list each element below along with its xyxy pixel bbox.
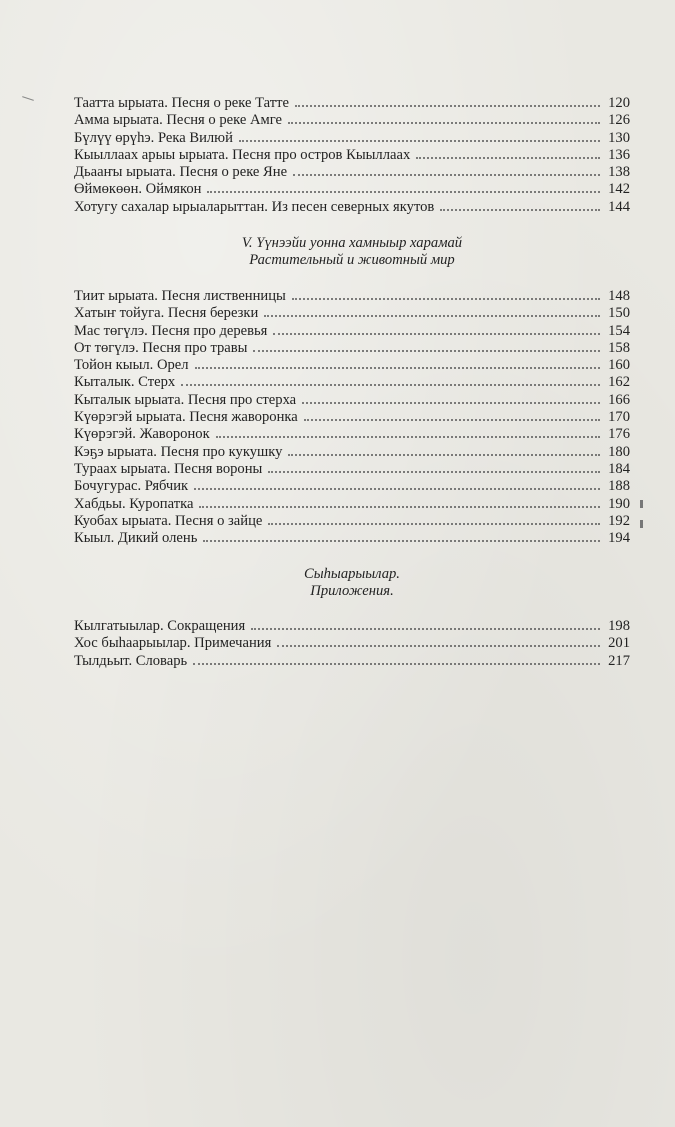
- appendix-heading-russian: Приложения.: [310, 583, 394, 599]
- toc-entry-page: 130: [608, 129, 630, 146]
- toc-entry-title: Бочугурас. Рябчик: [74, 478, 189, 495]
- toc-entry: [74, 461, 630, 478]
- toc-entry-title: Хос быһаарыылар. Примечания: [74, 635, 272, 652]
- toc-entry-title: Өймөкөөн. Оймякон: [74, 181, 202, 198]
- toc-entry-title: Дьааҥы ырыата. Песня о реке Яне: [74, 164, 288, 181]
- scan-mark: [640, 520, 643, 528]
- toc-entry: [74, 444, 630, 461]
- toc-entry-page: 158: [608, 339, 630, 356]
- toc-group-1: [74, 95, 630, 216]
- toc-entry-page: 162: [608, 374, 630, 391]
- dot-leader: [440, 208, 600, 211]
- toc-entry-page: 170: [608, 409, 630, 426]
- toc-entry-title: От төгүлэ. Песня про травы: [74, 339, 248, 356]
- toc-entry-title: Кылгатыылар. Сокращения: [74, 618, 246, 634]
- toc-entry: [74, 513, 630, 530]
- toc-entry: [74, 95, 630, 112]
- dot-leader: [304, 418, 600, 421]
- dot-leader: [181, 383, 600, 386]
- toc-entry-title: Кыталык. Стерх: [74, 374, 176, 391]
- toc-entry-title: Таатта ырыата. Песня о реке Татте: [74, 95, 290, 111]
- dot-leader: [251, 627, 600, 630]
- toc-entry-title: Күөрэгэй ырыата. Песня жаворонка: [74, 409, 298, 426]
- toc-entry: [74, 478, 630, 495]
- toc-entry-page: 180: [608, 443, 630, 460]
- toc-entry: [74, 653, 630, 670]
- toc-entry: [74, 426, 630, 443]
- toc-group-3: [74, 618, 630, 670]
- section-heading-sakha: V. Үүнээйи уонна хамныыр харамай: [241, 235, 463, 251]
- dot-leader: [264, 314, 600, 317]
- toc-entry-page: 194: [608, 530, 630, 547]
- toc-entry-page: 176: [608, 426, 630, 443]
- toc-entry: [74, 530, 630, 547]
- toc-entry-page: 217: [608, 652, 630, 669]
- toc-entry-page: 192: [608, 512, 630, 529]
- dot-leader: [292, 297, 600, 300]
- toc-entry-page: 190: [608, 495, 630, 512]
- dot-leader: [195, 366, 600, 369]
- toc-entry-page: 188: [608, 478, 630, 495]
- dot-leader: [416, 156, 600, 159]
- toc-entry: [74, 374, 630, 391]
- dot-leader: [295, 104, 600, 107]
- toc-entry: [74, 164, 630, 181]
- dot-leader: [293, 173, 600, 176]
- toc-entry-title: Мас төгүлэ. Песня про деревья: [74, 322, 268, 339]
- toc-entry-page: 142: [608, 181, 630, 198]
- section-heading: [74, 235, 630, 269]
- toc-entry: [74, 392, 630, 409]
- dot-leader: [273, 332, 600, 335]
- toc-entry-title: Амма ырыата. Песня о реке Амге: [74, 112, 283, 129]
- appendix-heading-sakha: Сыһыарыылар.: [304, 566, 400, 582]
- toc-entry: [74, 112, 630, 129]
- toc-entry: [74, 288, 630, 305]
- toc-entry-title: Кыталык ырыата. Песня про стерха: [74, 391, 297, 408]
- dot-leader: [207, 190, 600, 193]
- dot-leader: [193, 662, 600, 665]
- dot-leader: [268, 470, 600, 473]
- toc-entry: [74, 357, 630, 374]
- toc-entry-title: Хабдьы. Куропатка: [74, 495, 194, 512]
- toc-entry-title: Тураах ырыата. Песня вороны: [74, 460, 263, 477]
- toc-entry: [74, 305, 630, 322]
- toc-entry-title: Кыыллаах арыы ырыата. Песня про остров Кыыллаах: [74, 146, 411, 163]
- toc-entry-page: 166: [608, 391, 630, 408]
- toc-entry-page: 136: [608, 146, 630, 163]
- toc-group-2: [74, 288, 630, 547]
- toc-entry-title: Кыыл. Дикий олень: [74, 530, 198, 547]
- section-heading-russian: Растительный и животный мир: [249, 252, 455, 268]
- toc-entry-page: 144: [608, 198, 630, 215]
- toc-entry-title: Кэҕэ ырыата. Песня про кукушку: [74, 443, 283, 460]
- toc-entry-title: Тойон кыыл. Орел: [74, 357, 189, 374]
- dot-leader: [194, 487, 600, 490]
- toc-entry-page: 154: [608, 322, 630, 339]
- toc-entry-title: Бүлүү өрүһэ. Река Вилюй: [74, 129, 233, 146]
- toc-entry-title: Күөрэгэй. Жаворонок: [74, 426, 210, 443]
- toc-entry-title: Тылдьыт. Словарь: [74, 652, 188, 669]
- dot-leader: [203, 539, 600, 542]
- toc-entry-title: Тиит ырыата. Песня лиственницы: [74, 288, 286, 304]
- toc-entry: [74, 147, 630, 164]
- toc-entry: [74, 323, 630, 340]
- toc-entry-page: 148: [608, 288, 630, 304]
- toc-entry-page: 150: [608, 305, 630, 322]
- scan-mark: [640, 500, 643, 508]
- toc-entry: [74, 409, 630, 426]
- dot-leader: [288, 121, 600, 124]
- dot-leader: [302, 401, 600, 404]
- toc-entry: [74, 496, 630, 513]
- scan-mark: [22, 96, 34, 101]
- toc-entry: [74, 340, 630, 357]
- toc-entry: [74, 181, 630, 198]
- toc-entry-page: 201: [608, 635, 630, 652]
- toc-entry-page: 120: [608, 95, 630, 111]
- dot-leader: [288, 453, 600, 456]
- toc-entry-page: 160: [608, 357, 630, 374]
- toc-entry: [74, 199, 630, 216]
- dot-leader: [268, 522, 600, 525]
- toc-entry: [74, 618, 630, 635]
- dot-leader: [239, 139, 600, 142]
- dot-leader: [277, 644, 600, 647]
- toc-entry-title: Хатыҥ тойуга. Песня березки: [74, 305, 259, 322]
- toc-entry-page: 184: [608, 460, 630, 477]
- toc-entry: [74, 130, 630, 147]
- toc-entry-title: Куобах ырыата. Песня о зайце: [74, 512, 263, 529]
- dot-leader: [216, 435, 600, 438]
- toc-entry: [74, 635, 630, 652]
- toc-entry-page: 198: [608, 618, 630, 634]
- toc-entry-title: Хотугу сахалар ырыаларыттан. Из песен северных якутов: [74, 198, 435, 215]
- toc-entry-page: 126: [608, 112, 630, 129]
- dot-leader: [199, 505, 600, 508]
- appendix-heading: [74, 566, 630, 600]
- toc-entry-page: 138: [608, 164, 630, 181]
- dot-leader: [253, 349, 600, 352]
